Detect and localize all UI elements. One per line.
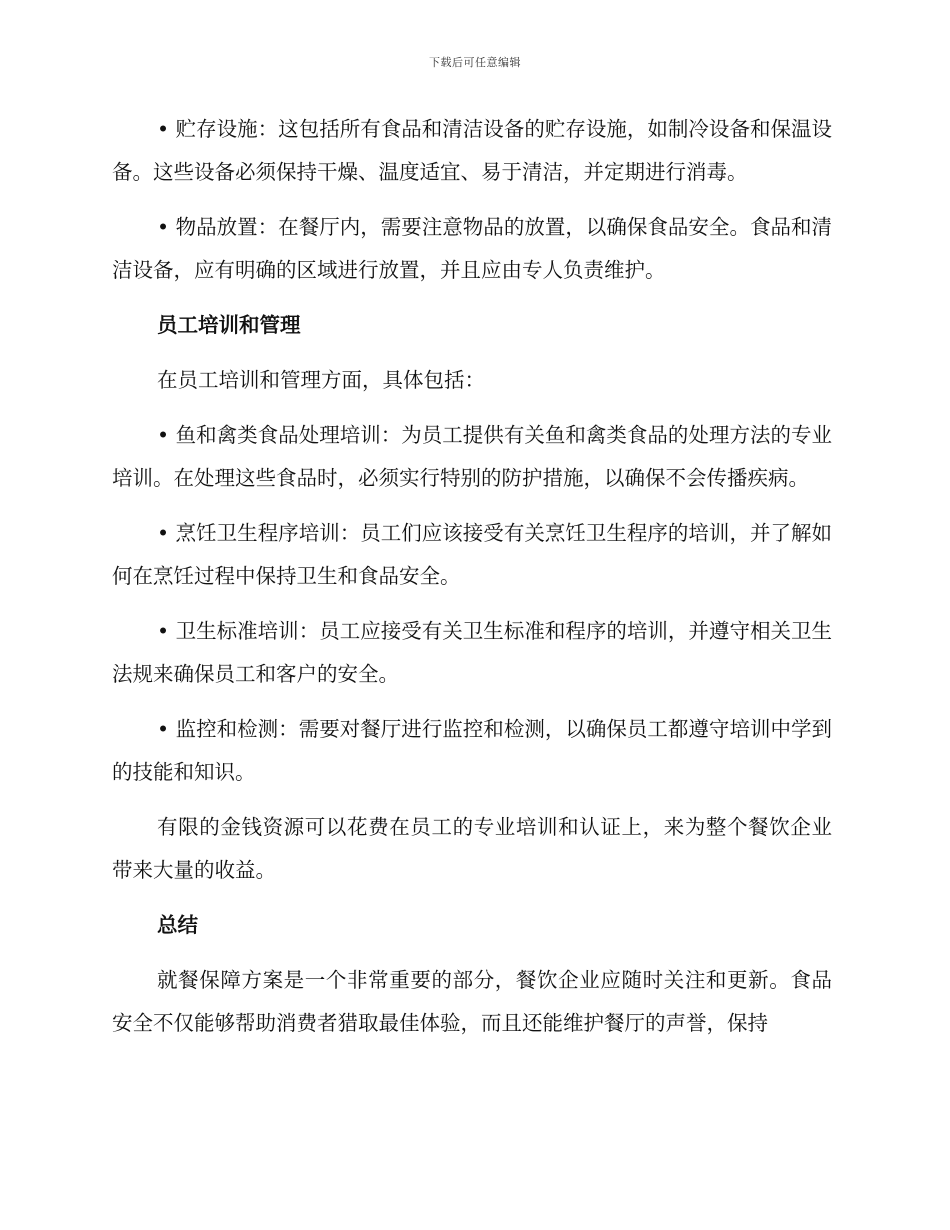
paragraph-hygiene-standard-training: • 卫生标准培训：员工应接受有关卫生标准和程序的培训，并遵守相关卫生法规来确保员工和客户的安全。	[112, 619, 832, 686]
paragraph-cooking-hygiene-training: • 烹饪卫生程序培训：员工们应该接受有关烹饪卫生程序的培训，并了解如何在烹饪过程中保持卫生和食品安全。	[112, 521, 832, 588]
paragraph-limited-resources: 有限的金钱资源可以花费在员工的专业培训和认证上，来为整个餐饮企业带来大量的收益。	[112, 815, 832, 882]
paragraph-monitoring: • 监控和检测：需要对餐厅进行监控和检测，以确保员工都遵守培训中学到的技能和知识。	[112, 717, 832, 784]
paragraph-training-intro: 在员工培训和管理方面，具体包括：	[157, 368, 485, 392]
paragraph-storage-facilities: • 贮存设施：这包括所有食品和清洁设备的贮存设施，如制冷设备和保温设备。这些设备必须保持干燥、温度适宜、易于清洁，并定期进行消毒。	[112, 117, 832, 184]
page-header: 下载后可任意编辑	[429, 56, 521, 69]
section-heading-summary: 总结	[157, 913, 198, 937]
paragraph-summary: 就餐保障方案是一个非常重要的部分，餐饮企业应随时关注和更新。食品安全不仅能够帮助消费者猎取最佳体验，而且还能维护餐厅的声誉，保持	[112, 968, 832, 1035]
document-body	[112, 108, 832, 1057]
section-heading-staff-training: 员工培训和管理	[157, 313, 301, 337]
paragraph-fish-poultry-training: • 鱼和禽类食品处理培训：为员工提供有关鱼和禽类食品的处理方法的专业培训。在处理这些食品时，必须实行特别的防护措施，以确保不会传播疾病。	[112, 423, 832, 490]
paragraph-item-placement: • 物品放置：在餐厅内，需要注意物品的放置，以确保食品安全。食品和清洁设备，应有明确的区域进行放置，并且应由专人负责维护。	[112, 215, 832, 282]
